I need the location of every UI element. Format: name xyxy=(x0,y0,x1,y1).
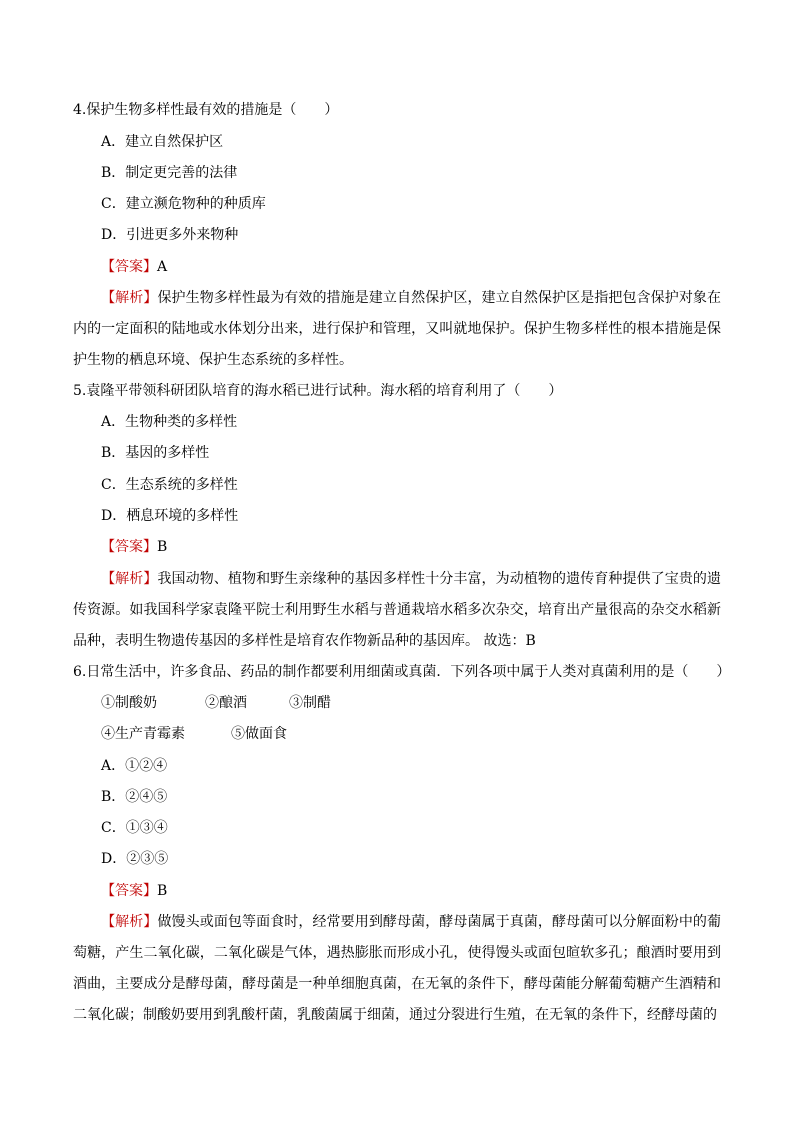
q6-item: ①制酸奶 xyxy=(101,695,157,711)
q4-option-d: D．引进更多外来物种 xyxy=(101,227,239,243)
q5-option-c: C．生态系统的多样性 xyxy=(101,477,238,493)
q6-option-a: A．①②④ xyxy=(101,758,168,774)
q4-stem: 4.保护生物多样性最有效的措施是（ ） xyxy=(73,102,339,118)
q5-analysis xyxy=(73,564,721,657)
q6-stem: 6.日常生活中，许多食品、药品的制作都要利用细菌或真菌．下列各项中属于人类对真菌利用的是（ ） xyxy=(73,664,731,680)
q5-option-a: A．生物种类的多样性 xyxy=(101,414,238,430)
analysis-text: 保护生物多样性最为有效的措施是建立自然保护区，建立自然保护区是指把包含保护对象在内的一定面积的陆地或水体划分出来，进行保护和管理，又叫就地保护。保护生物多样性的根本措施是保护生物的栖息环境、保护生态系统的多样性。 xyxy=(73,290,722,368)
q6-item: ②酿酒 xyxy=(205,695,247,711)
analysis-label: 【解析】 xyxy=(101,290,158,306)
q4-analysis xyxy=(73,283,721,376)
q6-items-row1 xyxy=(101,693,331,713)
answer-label: 【答案】 xyxy=(101,539,157,555)
answer-label: 【答案】 xyxy=(101,259,157,275)
q5-stem: 5.袁隆平带领科研团队培育的海水稻已进行试种。海水稻的培育利用了（ ） xyxy=(73,383,563,399)
q5-option-d: D．栖息环境的多样性 xyxy=(101,508,239,524)
answer-value: A xyxy=(157,259,168,275)
q6-item: ⑤做面食 xyxy=(231,726,287,742)
q6-option-d: D．②③⑤ xyxy=(101,851,169,867)
q6-analysis xyxy=(73,907,721,1031)
q6-answer xyxy=(101,881,167,901)
q5-option-b: B．基因的多样性 xyxy=(101,445,210,461)
q6-item: ④生产青霉素 xyxy=(101,726,185,742)
q4-option-a: A．建立自然保护区 xyxy=(101,134,224,150)
q6-option-c: C．①③④ xyxy=(101,820,168,836)
analysis-text: 我国动物、植物和野生亲缘种的基因多样性十分丰富，为动植物的遗传育种提供了宝贵的遗传资源。如我国科学家袁隆平院士利用野生水稻与普通栽培水稻多次杂交，培育出产量很高的杂交水稻新品种，表明生物遗传基因的多样性是培育农作物新品种的基因库。 故选：B xyxy=(73,571,722,649)
analysis-label: 【解析】 xyxy=(101,571,158,587)
q4-answer xyxy=(101,257,167,277)
q6-item: ③制醋 xyxy=(289,695,331,711)
answer-value: B xyxy=(157,539,168,555)
answer-value: B xyxy=(157,883,168,899)
q4-option-c: C．建立濒危物种的种质库 xyxy=(101,196,266,212)
analysis-label: 【解析】 xyxy=(101,914,158,930)
q6-items-row2 xyxy=(101,724,287,744)
q6-option-b: B．②④⑤ xyxy=(101,789,168,805)
q4-option-b: B．制定更完善的法律 xyxy=(101,165,238,181)
answer-label: 【答案】 xyxy=(101,883,157,899)
q5-answer xyxy=(101,537,167,557)
analysis-text: 做馒头或面包等面食时，经常要用到酵母菌，酵母菌属于真菌，酵母菌可以分解面粉中的葡萄糖，产生二氧化碳，二氧化碳是气体，遇热膨胀而形成小孔，使得馒头或面包暄软多孔；酿酒时要用到酒曲，主要成分是酵母菌，酵母菌是一种单细胞真菌，在无氧的条件下，酵母菌能分解葡萄糖产生酒精和二氧化碳；制酸奶要用到乳酸杆菌，乳酸菌属于细菌，通过分裂进行生殖，在无氧的条件下，经酵母菌的 xyxy=(73,914,722,1023)
